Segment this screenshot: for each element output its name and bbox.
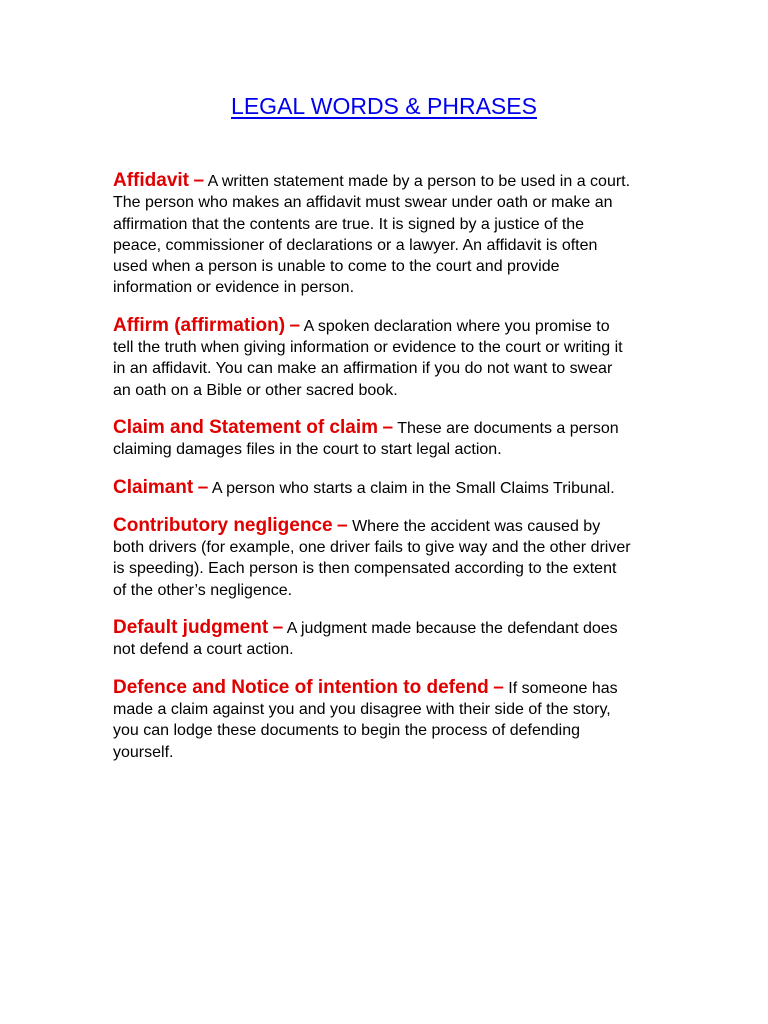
glossary-entry-claim xyxy=(113,417,633,461)
entry-definition: A spoken declaration where you promise to tell the truth when giving information or evidence to the court or writing it in an affidavit. You can make an affirmation if you do not want to swear an oath on a Bible or other sacred book. xyxy=(113,317,623,399)
entry-dash: – xyxy=(289,314,301,336)
entry-term: Contributory negligence xyxy=(113,514,333,536)
glossary xyxy=(113,170,633,779)
glossary-entry-defence xyxy=(113,677,633,763)
entry-term: Defence and Notice of intention to defend xyxy=(113,676,489,698)
entry-dash: – xyxy=(197,476,209,498)
entry-term: Claimant xyxy=(113,476,194,498)
page-title: LEGAL WORDS & PHRASES xyxy=(231,93,537,119)
entry-definition: If someone has made a claim against you and you disagree with their side of the story, you can lodge these documents to begin the process of defending yourself. xyxy=(113,679,618,761)
entry-definition: A written statement made by a person to be used in a court. The person who makes an affidavit must swear under oath or make an affirmation that the contents are true. It is signed by a justice of the peace, commissioner of declarations or a lawyer. An affidavit is often used when a person is unable to come to the court and provide information or evidence in person. xyxy=(113,173,631,297)
entry-dash: – xyxy=(382,416,394,438)
entry-dash: – xyxy=(337,514,348,536)
entry-dash: – xyxy=(493,676,504,698)
entry-term: Affirm (affirmation) xyxy=(113,314,286,336)
entry-term: Affidavit xyxy=(113,170,189,191)
entry-definition: These are documents a person claiming damages files in the court to start legal action. xyxy=(113,419,619,459)
glossary-entry-contributory-negligence xyxy=(113,515,633,601)
glossary-entry-claimant xyxy=(113,477,633,499)
glossary-entry-affirm xyxy=(113,315,633,401)
entry-term: Default judgment xyxy=(113,617,269,639)
entry-definition: A judgment made because the defendant does not defend a court action. xyxy=(113,620,618,659)
entry-definition: A person who starts a claim in the Small Claims Tribunal. xyxy=(211,479,615,497)
entry-dash: – xyxy=(193,170,205,191)
entry-term: Claim and Statement of claim xyxy=(113,416,379,438)
entry-dash: – xyxy=(272,617,284,639)
glossary-entry-default-judgment xyxy=(113,617,633,661)
glossary-entry-affidavit xyxy=(113,170,633,299)
entry-definition: Where the accident was caused by both drivers (for example, one driver fails to give way and the other driver is speeding). Each person is then compensated according to the extent of the other’s negligence. xyxy=(113,517,631,599)
